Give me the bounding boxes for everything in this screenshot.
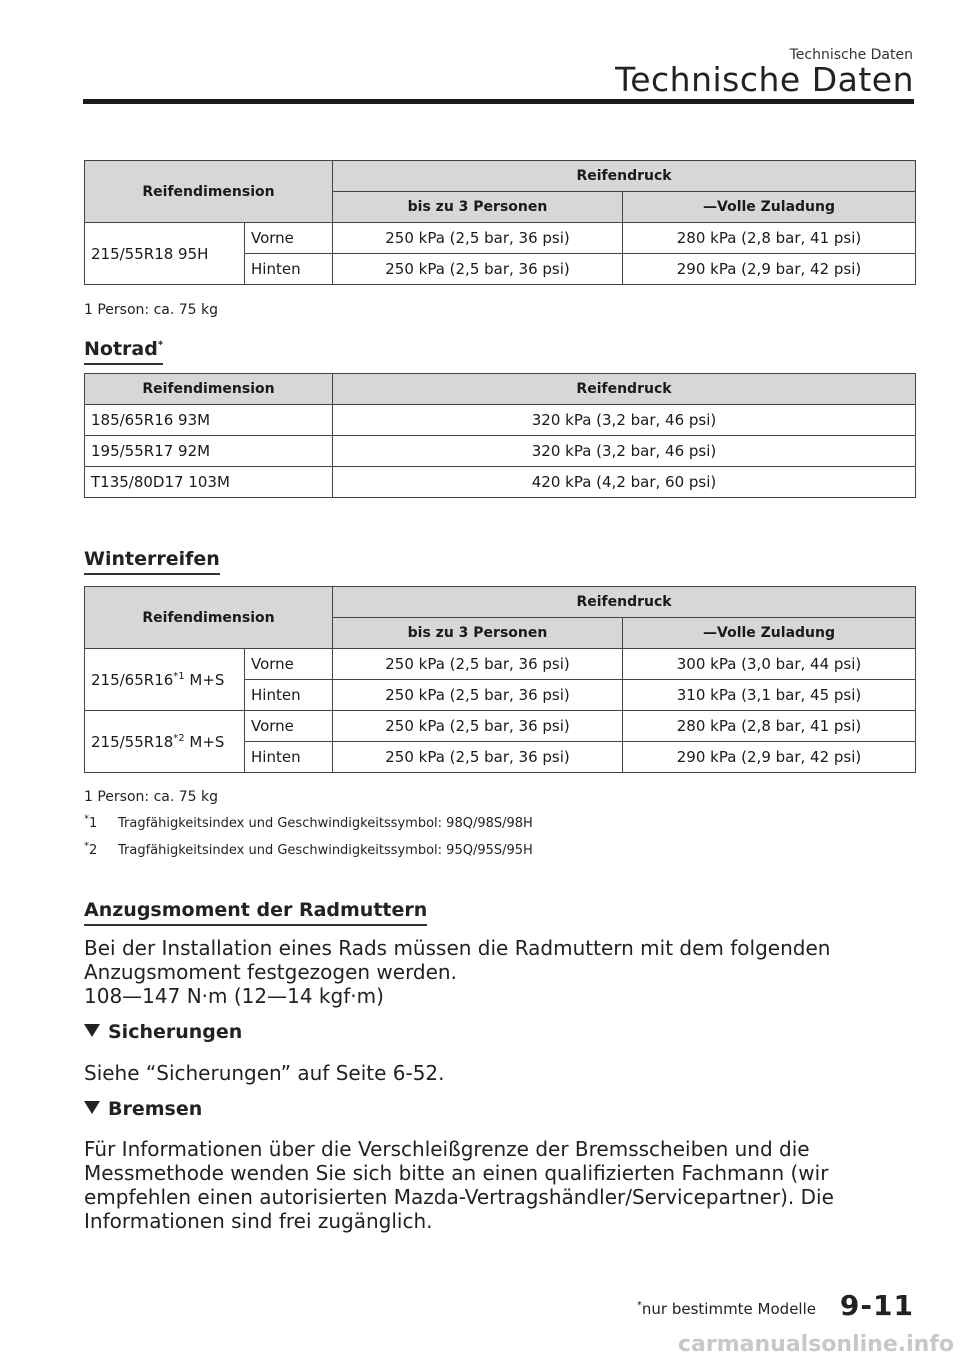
fuses-title-text: Sicherungen: [108, 1021, 243, 1043]
footnote-mark: *: [636, 1300, 642, 1311]
header-small-title: Technische Daten: [789, 47, 913, 63]
footer-note-text: nur bestimmte Modelle: [641, 1300, 816, 1318]
pressure-full-load: 280 kPa (2,8 bar, 41 psi): [623, 223, 916, 254]
pressure-full-load: 310 kPa (3,1 bar, 45 psi): [623, 680, 916, 711]
axle-position: Vorne: [245, 223, 333, 254]
axle-position: Hinten: [245, 680, 333, 711]
footnote-mark: *1: [173, 670, 185, 682]
pressure-full-load: 300 kPa (3,0 bar, 44 psi): [623, 649, 916, 680]
person-weight-note: 1 Person: ca. 75 kg: [84, 302, 219, 318]
pressure-full-load: 290 kPa (2,9 bar, 42 psi): [623, 254, 916, 285]
table-row: [85, 467, 916, 498]
footnote-1: [84, 813, 533, 831]
footnote-mark: *: [84, 840, 89, 852]
person-weight-note: 1 Person: ca. 75 kg: [84, 789, 219, 805]
torque-text: [84, 936, 884, 1008]
brakes-title-text: Bremsen: [108, 1098, 203, 1120]
tire-size: 195/55R17 92M: [85, 436, 333, 467]
subsection-title-brakes: [84, 1098, 202, 1120]
spare-tire-table: [84, 373, 916, 498]
footnote-text: Tragfähigkeitsindex und Geschwindigkeitssymbol: 95Q/95S/95H: [118, 843, 533, 858]
col-header-3-persons: bis zu 3 Personen: [333, 618, 623, 649]
col-header-pressure: Reifendruck: [333, 587, 916, 618]
section-title-notrad: [84, 338, 163, 365]
pressure-3-persons: 250 kPa (2,5 bar, 36 psi): [333, 649, 623, 680]
brakes-text: [84, 1137, 884, 1233]
table-row: [85, 223, 916, 254]
table-row: [85, 405, 916, 436]
header-rule: [83, 99, 914, 104]
pressure-full-load: 280 kPa (2,8 bar, 41 psi): [623, 711, 916, 742]
footnote-mark: *: [157, 339, 164, 351]
col-header-full-load: —Volle Zuladung: [623, 618, 916, 649]
tire-size: 215/55R18 95H: [85, 223, 245, 285]
axle-position: Vorne: [245, 649, 333, 680]
footnote-2: [84, 840, 533, 858]
footnote-number: 2: [89, 843, 98, 858]
axle-position: Hinten: [245, 742, 333, 773]
page-title: Technische Daten: [615, 60, 914, 99]
footnote-number: 1: [89, 816, 98, 831]
section-title-winter: Winterreifen: [84, 548, 220, 575]
axle-position: Hinten: [245, 254, 333, 285]
torque-value: 108—147 N·m (12—14 kgf·m): [84, 984, 384, 1008]
tire-size-text: 215/65R16: [91, 670, 174, 689]
body-line: Für Informationen über die Verschleißgrenze der Bremsscheiben und die: [84, 1137, 810, 1161]
tire-pressure: 320 kPa (3,2 bar, 46 psi): [333, 405, 916, 436]
tire-size-suffix: M+S: [184, 732, 225, 751]
winter-tire-table: [84, 586, 916, 773]
col-header-dimension: Reifendimension: [85, 587, 333, 649]
page-number: 9-11: [839, 1289, 914, 1322]
body-line: empfehlen einen autorisierten Mazda-Vertragshändler/Servicepartner). Die: [84, 1185, 834, 1209]
pressure-3-persons: 250 kPa (2,5 bar, 36 psi): [333, 742, 623, 773]
col-header-dimension: Reifendimension: [85, 161, 333, 223]
subsection-title-fuses: [84, 1021, 242, 1043]
pressure-full-load: 290 kPa (2,9 bar, 42 psi): [623, 742, 916, 773]
col-header-pressure: Reifendruck: [333, 161, 916, 192]
notrad-title-text: Notrad: [84, 338, 158, 360]
tire-pressure: 320 kPa (3,2 bar, 46 psi): [333, 436, 916, 467]
footer-model-note: [637, 1300, 816, 1318]
pressure-3-persons: 250 kPa (2,5 bar, 36 psi): [333, 223, 623, 254]
tire-size-suffix: M+S: [184, 670, 225, 689]
pressure-3-persons: 250 kPa (2,5 bar, 36 psi): [333, 254, 623, 285]
tire-size-text: 215/55R18: [91, 732, 174, 751]
triangle-down-icon: [84, 1101, 100, 1114]
tire-pressure: 420 kPa (4,2 bar, 60 psi): [333, 467, 916, 498]
watermark: carmanualsonline.info: [678, 1332, 954, 1357]
pressure-3-persons: 250 kPa (2,5 bar, 36 psi): [333, 711, 623, 742]
col-header-full-load: —Volle Zuladung: [623, 192, 916, 223]
footnote-mark: *2: [173, 732, 185, 744]
body-line: Anzugsmoment festgezogen werden.: [84, 960, 457, 984]
body-line: Messmethode wenden Sie sich bitte an einen qualifizierten Fachmann (wir: [84, 1161, 829, 1185]
fuses-text: Siehe “Sicherungen” auf Seite 6-52.: [84, 1061, 445, 1085]
axle-position: Vorne: [245, 711, 333, 742]
body-line: Informationen sind frei zugänglich.: [84, 1209, 433, 1233]
footnote-mark: *: [84, 813, 89, 825]
col-header-dimension: Reifendimension: [85, 374, 333, 405]
col-header-pressure: Reifendruck: [333, 374, 916, 405]
table-row: [85, 436, 916, 467]
footnote-text: Tragfähigkeitsindex und Geschwindigkeitssymbol: 98Q/98S/98H: [118, 816, 533, 831]
section-title-torque: Anzugsmoment der Radmuttern: [84, 899, 427, 926]
tire-size: [85, 711, 245, 773]
tire-size: [85, 649, 245, 711]
body-line: Bei der Installation eines Rads müssen die Radmuttern mit dem folgenden: [84, 936, 831, 960]
col-header-3-persons: bis zu 3 Personen: [333, 192, 623, 223]
tire-size: T135/80D17 103M: [85, 467, 333, 498]
tire-pressure-table: [84, 160, 916, 285]
pressure-3-persons: 250 kPa (2,5 bar, 36 psi): [333, 680, 623, 711]
tire-size: 185/65R16 93M: [85, 405, 333, 436]
table-row: [85, 649, 916, 680]
table-row: [85, 711, 916, 742]
triangle-down-icon: [84, 1024, 100, 1037]
